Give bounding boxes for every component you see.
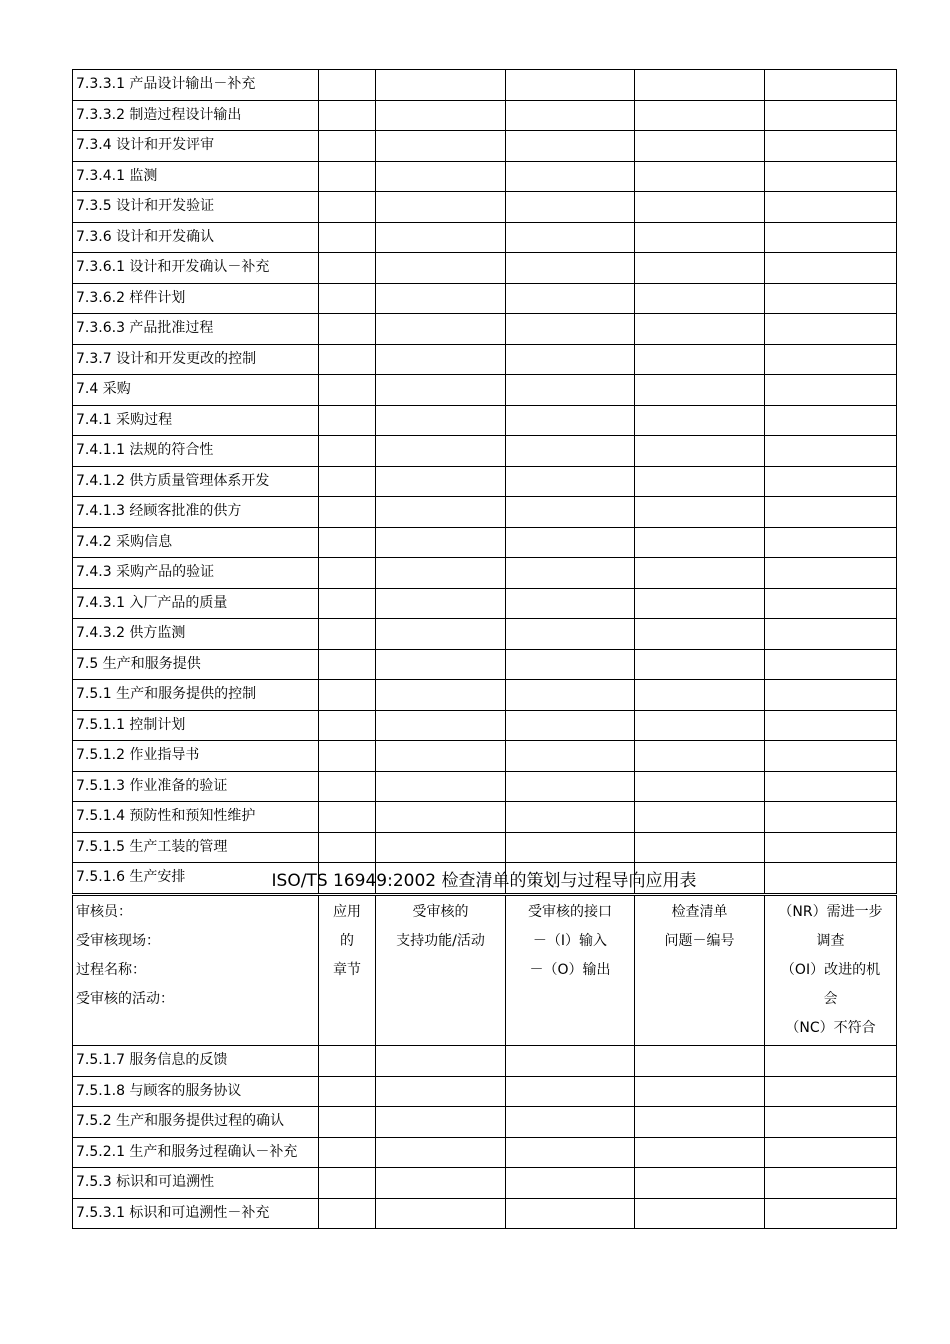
empty-cell[interactable] — [506, 771, 635, 802]
empty-cell[interactable] — [376, 619, 506, 650]
empty-cell[interactable] — [765, 1107, 897, 1138]
audited-activity-label: 受审核的活动： — [76, 991, 174, 1007]
clause-cell: 7.3.4 设计和开发评审 — [73, 131, 319, 162]
table-row — [73, 70, 897, 101]
checklist-table-top — [72, 69, 897, 894]
empty-cell[interactable] — [319, 100, 376, 131]
clause-cell: 7.3.6.3 产品批准过程 — [73, 314, 319, 345]
table-row — [73, 832, 897, 863]
clause-cell: 7.3.6.2 样件计划 — [73, 283, 319, 314]
table-row — [73, 466, 897, 497]
empty-cell[interactable] — [319, 405, 376, 436]
empty-cell[interactable] — [376, 680, 506, 711]
clause-cell: 7.4.1.1 法规的符合性 — [73, 436, 319, 467]
table-row — [73, 588, 897, 619]
empty-cell[interactable] — [376, 771, 506, 802]
empty-cell[interactable] — [635, 680, 765, 711]
clause-cell: 7.5.2 生产和服务提供过程的确认 — [73, 1107, 319, 1138]
empty-cell[interactable] — [765, 344, 897, 375]
empty-cell[interactable] — [376, 741, 506, 772]
header-checklist-line: 问题－编号 — [664, 933, 735, 949]
empty-cell[interactable] — [765, 375, 897, 406]
empty-cell[interactable] — [635, 1198, 765, 1229]
empty-cell[interactable] — [319, 344, 376, 375]
header-info-cell — [73, 896, 319, 1046]
empty-cell[interactable] — [635, 558, 765, 589]
form-title: ISO/TS 16949:2002 检查清单的策划与过程导向应用表 — [271, 871, 697, 891]
empty-cell[interactable] — [635, 100, 765, 131]
empty-cell[interactable] — [376, 161, 506, 192]
empty-cell[interactable] — [635, 70, 765, 101]
clause-cell: 7.5.3 标识和可追溯性 — [73, 1168, 319, 1199]
empty-cell[interactable] — [319, 1076, 376, 1107]
table-row — [73, 1168, 897, 1199]
empty-cell[interactable] — [635, 161, 765, 192]
header-interface — [506, 896, 635, 1046]
header-row — [73, 896, 897, 1046]
empty-cell[interactable] — [376, 375, 506, 406]
table-row — [73, 619, 897, 650]
table-row — [73, 192, 897, 223]
empty-cell[interactable] — [506, 222, 635, 253]
empty-cell[interactable] — [376, 131, 506, 162]
empty-cell[interactable] — [635, 192, 765, 223]
empty-cell[interactable] — [635, 497, 765, 528]
empty-cell[interactable] — [376, 1137, 506, 1168]
empty-cell[interactable] — [319, 314, 376, 345]
table-row — [73, 1046, 897, 1077]
empty-cell[interactable] — [506, 497, 635, 528]
empty-cell[interactable] — [319, 1168, 376, 1199]
empty-cell[interactable] — [765, 405, 897, 436]
table-row — [73, 1198, 897, 1229]
table-row — [73, 497, 897, 528]
clause-cell: 7.5 生产和服务提供 — [73, 649, 319, 680]
table-row — [73, 741, 897, 772]
empty-cell[interactable] — [506, 192, 635, 223]
empty-cell[interactable] — [765, 192, 897, 223]
table-row — [73, 253, 897, 284]
header-clause-line: 的 — [340, 933, 354, 949]
header-interface-line: －（I）输入 — [532, 933, 608, 949]
clause-cell: 7.3.5 设计和开发验证 — [73, 192, 319, 223]
empty-cell[interactable] — [506, 314, 635, 345]
empty-cell[interactable] — [506, 1046, 635, 1077]
table-row — [73, 436, 897, 467]
empty-cell[interactable] — [506, 375, 635, 406]
empty-cell[interactable] — [506, 832, 635, 863]
empty-cell[interactable] — [506, 70, 635, 101]
header-checklist-number — [635, 896, 765, 1046]
empty-cell[interactable] — [376, 314, 506, 345]
empty-cell[interactable] — [319, 466, 376, 497]
empty-cell[interactable] — [319, 436, 376, 467]
empty-cell[interactable] — [319, 680, 376, 711]
empty-cell[interactable] — [376, 405, 506, 436]
clause-cell: 7.5.1 生产和服务提供的控制 — [73, 680, 319, 711]
table-row — [73, 1107, 897, 1138]
header-findings-line: （NC）不符合 — [785, 1020, 876, 1036]
table-row — [73, 802, 897, 833]
header-support-function — [376, 896, 506, 1046]
table-row — [73, 527, 897, 558]
empty-cell[interactable] — [765, 1137, 897, 1168]
clause-cell: 7.4.1.2 供方质量管理体系开发 — [73, 466, 319, 497]
empty-cell[interactable] — [635, 314, 765, 345]
empty-cell[interactable] — [319, 527, 376, 558]
clause-cell: 7.4.3 采购产品的验证 — [73, 558, 319, 589]
empty-cell[interactable] — [765, 527, 897, 558]
table-row — [73, 710, 897, 741]
clause-cell: 7.5.1.6 生产安排 — [73, 863, 319, 894]
clause-cell: 7.4.1 采购过程 — [73, 405, 319, 436]
empty-cell[interactable] — [319, 1137, 376, 1168]
empty-cell[interactable] — [376, 253, 506, 284]
empty-cell[interactable] — [765, 832, 897, 863]
header-support-line: 受审核的 — [412, 904, 469, 920]
empty-cell[interactable] — [319, 588, 376, 619]
empty-cell[interactable] — [765, 710, 897, 741]
empty-cell[interactable] — [376, 802, 506, 833]
header-clause-line: 应用 — [333, 904, 361, 920]
empty-cell[interactable] — [635, 344, 765, 375]
clause-cell: 7.4 采购 — [73, 375, 319, 406]
empty-cell[interactable] — [765, 253, 897, 284]
empty-cell[interactable] — [765, 802, 897, 833]
empty-cell[interactable] — [635, 832, 765, 863]
empty-cell[interactable] — [506, 161, 635, 192]
empty-cell[interactable] — [319, 771, 376, 802]
clause-cell: 7.5.1.3 作业准备的验证 — [73, 771, 319, 802]
empty-cell[interactable] — [376, 1198, 506, 1229]
empty-cell[interactable] — [765, 771, 897, 802]
empty-cell[interactable] — [635, 253, 765, 284]
empty-cell[interactable] — [506, 436, 635, 467]
empty-cell[interactable] — [319, 649, 376, 680]
header-findings — [765, 896, 897, 1046]
clause-cell: 7.5.1.5 生产工装的管理 — [73, 832, 319, 863]
header-interface-line: 受审核的接口 — [528, 904, 612, 920]
empty-cell[interactable] — [319, 802, 376, 833]
empty-cell[interactable] — [319, 1198, 376, 1229]
audit-site-label: 受审核现场： — [76, 933, 160, 949]
empty-cell[interactable] — [376, 710, 506, 741]
empty-cell[interactable] — [635, 527, 765, 558]
table-row — [73, 161, 897, 192]
empty-cell[interactable] — [506, 680, 635, 711]
header-findings-line: （NR）需进一步 — [778, 904, 883, 920]
empty-cell[interactable] — [635, 1076, 765, 1107]
empty-cell[interactable] — [506, 131, 635, 162]
empty-cell[interactable] — [765, 314, 897, 345]
empty-cell[interactable] — [506, 619, 635, 650]
empty-cell[interactable] — [765, 283, 897, 314]
process-name-label: 过程名称： — [76, 962, 146, 978]
empty-cell[interactable] — [319, 619, 376, 650]
clause-cell: 7.4.1.3 经顾客批准的供方 — [73, 497, 319, 528]
empty-cell[interactable] — [319, 710, 376, 741]
empty-cell[interactable] — [376, 436, 506, 467]
empty-cell[interactable] — [765, 131, 897, 162]
clause-cell: 7.3.3.2 制造过程设计输出 — [73, 100, 319, 131]
clause-cell: 7.3.3.1 产品设计输出－补充 — [73, 70, 319, 101]
clause-cell: 7.3.6 设计和开发确认 — [73, 222, 319, 253]
empty-cell[interactable] — [765, 619, 897, 650]
header-findings-line: 会 — [823, 991, 838, 1007]
empty-cell[interactable] — [765, 70, 897, 101]
auditor-label: 审核员： — [76, 904, 132, 920]
empty-cell[interactable] — [376, 100, 506, 131]
empty-cell[interactable] — [319, 497, 376, 528]
table-row — [73, 283, 897, 314]
empty-cell[interactable] — [765, 161, 897, 192]
clause-cell: 7.5.1.2 作业指导书 — [73, 741, 319, 772]
clause-cell: 7.3.7 设计和开发更改的控制 — [73, 344, 319, 375]
empty-cell[interactable] — [376, 1168, 506, 1199]
empty-cell[interactable] — [506, 741, 635, 772]
empty-cell[interactable] — [319, 222, 376, 253]
empty-cell[interactable] — [635, 466, 765, 497]
empty-cell[interactable] — [376, 649, 506, 680]
empty-cell[interactable] — [376, 832, 506, 863]
empty-cell[interactable] — [765, 588, 897, 619]
empty-cell[interactable] — [506, 1107, 635, 1138]
empty-cell[interactable] — [635, 1168, 765, 1199]
table-row — [73, 771, 897, 802]
clause-cell: 7.4.2 采购信息 — [73, 527, 319, 558]
table-row — [73, 131, 897, 162]
empty-cell[interactable] — [765, 1076, 897, 1107]
empty-cell[interactable] — [765, 1168, 897, 1199]
empty-cell[interactable] — [765, 1046, 897, 1077]
header-findings-line: 调查 — [816, 933, 845, 949]
empty-cell[interactable] — [376, 466, 506, 497]
empty-cell[interactable] — [635, 222, 765, 253]
empty-cell[interactable] — [376, 497, 506, 528]
empty-cell[interactable] — [506, 405, 635, 436]
empty-cell[interactable] — [319, 192, 376, 223]
table-row — [73, 375, 897, 406]
empty-cell[interactable] — [376, 222, 506, 253]
table-row — [73, 1076, 897, 1107]
empty-cell[interactable] — [506, 1076, 635, 1107]
empty-cell[interactable] — [506, 588, 635, 619]
empty-cell[interactable] — [635, 131, 765, 162]
empty-cell[interactable] — [635, 741, 765, 772]
clause-cell: 7.4.3.1 入厂产品的质量 — [73, 588, 319, 619]
empty-cell[interactable] — [506, 100, 635, 131]
empty-cell[interactable] — [376, 1107, 506, 1138]
empty-cell[interactable] — [635, 436, 765, 467]
empty-cell[interactable] — [765, 680, 897, 711]
empty-cell[interactable] — [635, 405, 765, 436]
clause-cell: 7.5.1.8 与顾客的服务协议 — [73, 1076, 319, 1107]
table-row — [73, 680, 897, 711]
empty-cell[interactable] — [376, 588, 506, 619]
empty-cell[interactable] — [635, 802, 765, 833]
empty-cell[interactable] — [506, 283, 635, 314]
empty-cell[interactable] — [506, 710, 635, 741]
empty-cell[interactable] — [765, 436, 897, 467]
empty-cell[interactable] — [376, 1076, 506, 1107]
empty-cell[interactable] — [319, 253, 376, 284]
clause-cell: 7.3.6.1 设计和开发确认－补充 — [73, 253, 319, 284]
table-row — [73, 314, 897, 345]
empty-cell[interactable] — [319, 832, 376, 863]
header-clause — [319, 896, 376, 1046]
empty-cell[interactable] — [319, 70, 376, 101]
header-checklist-line: 检查清单 — [671, 904, 728, 920]
empty-cell[interactable] — [635, 588, 765, 619]
header-clause-line: 章节 — [333, 962, 361, 978]
table-row — [73, 558, 897, 589]
empty-cell[interactable] — [506, 1168, 635, 1199]
empty-cell[interactable] — [765, 649, 897, 680]
table-row — [73, 344, 897, 375]
clause-cell: 7.4.3.2 供方监测 — [73, 619, 319, 650]
header-support-line: 支持功能/活动 — [396, 933, 485, 949]
table-row — [73, 222, 897, 253]
empty-cell[interactable] — [319, 741, 376, 772]
empty-cell[interactable] — [635, 1137, 765, 1168]
empty-cell[interactable] — [635, 375, 765, 406]
empty-cell[interactable] — [376, 192, 506, 223]
empty-cell[interactable] — [376, 344, 506, 375]
empty-cell[interactable] — [635, 283, 765, 314]
clause-cell: 7.5.2.1 生产和服务过程确认－补充 — [73, 1137, 319, 1168]
empty-cell[interactable] — [765, 497, 897, 528]
clause-cell: 7.3.4.1 监测 — [73, 161, 319, 192]
table-row — [73, 100, 897, 131]
table-row — [73, 1137, 897, 1168]
empty-cell[interactable] — [506, 344, 635, 375]
empty-cell[interactable] — [506, 558, 635, 589]
empty-cell[interactable] — [506, 466, 635, 497]
empty-cell[interactable] — [506, 802, 635, 833]
empty-cell[interactable] — [506, 253, 635, 284]
empty-cell[interactable] — [319, 375, 376, 406]
empty-cell[interactable] — [765, 222, 897, 253]
empty-cell[interactable] — [376, 283, 506, 314]
table-row — [73, 649, 897, 680]
empty-cell[interactable] — [319, 1107, 376, 1138]
empty-cell[interactable] — [765, 466, 897, 497]
empty-cell[interactable] — [376, 70, 506, 101]
empty-cell[interactable] — [319, 131, 376, 162]
empty-cell[interactable] — [319, 1046, 376, 1077]
empty-cell[interactable] — [319, 283, 376, 314]
table-row — [73, 405, 897, 436]
empty-cell[interactable] — [319, 558, 376, 589]
clause-cell: 7.5.3.1 标识和可追溯性－补充 — [73, 1198, 319, 1229]
empty-cell[interactable] — [635, 710, 765, 741]
empty-cell[interactable] — [635, 1046, 765, 1077]
empty-cell[interactable] — [506, 1198, 635, 1229]
empty-cell[interactable] — [765, 100, 897, 131]
empty-cell[interactable] — [506, 527, 635, 558]
checklist-table-bottom — [72, 895, 897, 1229]
empty-cell[interactable] — [376, 558, 506, 589]
empty-cell[interactable] — [506, 1137, 635, 1168]
empty-cell[interactable] — [635, 649, 765, 680]
header-findings-line: （OI）改进的机 — [780, 962, 881, 978]
empty-cell[interactable] — [376, 527, 506, 558]
empty-cell[interactable] — [765, 741, 897, 772]
empty-cell[interactable] — [635, 619, 765, 650]
empty-cell[interactable] — [319, 161, 376, 192]
empty-cell[interactable] — [635, 1107, 765, 1138]
empty-cell[interactable] — [765, 558, 897, 589]
clause-cell: 7.5.1.7 服务信息的反馈 — [73, 1046, 319, 1077]
clause-cell: 7.5.1.4 预防性和预知性维护 — [73, 802, 319, 833]
header-interface-line: －（O）输出 — [529, 962, 611, 978]
empty-cell[interactable] — [635, 771, 765, 802]
clause-cell: 7.5.1.1 控制计划 — [73, 710, 319, 741]
empty-cell[interactable] — [376, 1046, 506, 1077]
empty-cell[interactable] — [506, 649, 635, 680]
empty-cell[interactable] — [765, 1198, 897, 1229]
